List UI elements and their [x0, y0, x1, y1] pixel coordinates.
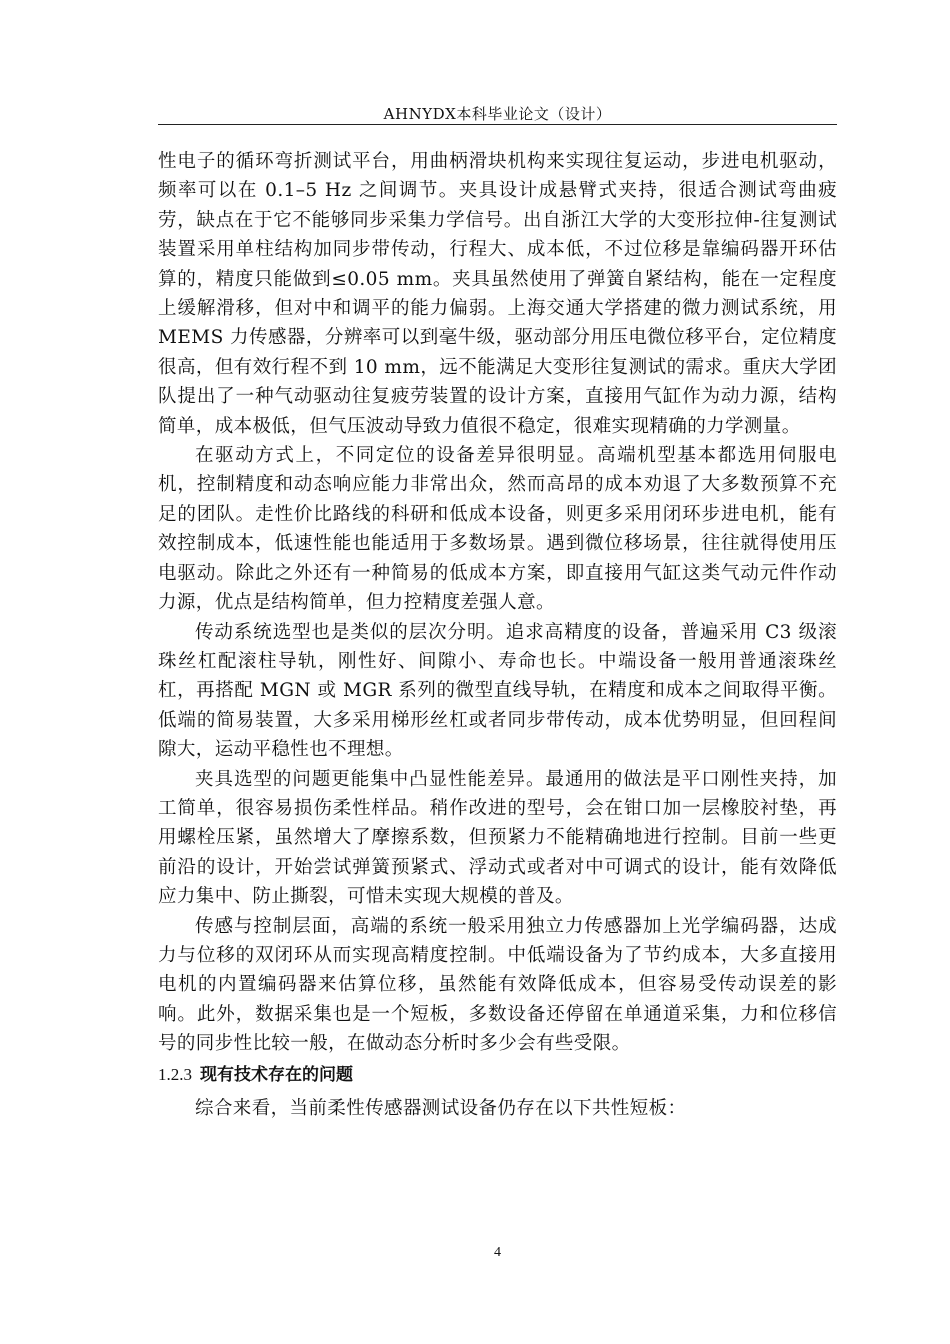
paragraph-drive-methods: 在驱动方式上，不同定位的设备差异很明显。高端机型基本都选用伺服电机，控制精度和动态响应能力非常出众，然而高昂的成本劝退了大多数预算不充足的团队。走性价比路线的科研和低成本设备，则更多采用闭环步进电机，能有效控制成本，低速性能也能适用于多数场景。遇到微位移场景，往往就得使用压电驱动。除此之外还有一种简易的低成本方案，即直接用气缸这类气动元件作动力源，优点是结构简单，但力控精度差强人意。 [158, 445, 837, 614]
page-header: AHNYDX本科毕业论文（设计） [383, 105, 612, 123]
header-divider [158, 124, 837, 125]
body-text [158, 147, 837, 1123]
section-heading [158, 1059, 837, 1094]
section-intro-paragraph: 综合来看，当前柔性传感器测试设备仍存在以下共性短板： [195, 1097, 687, 1119]
paragraph-transmission: 传动系统选型也是类似的层次分明。追求高精度的设备，普遍采用 C3 级滚珠丝杠配滚柱导轨，刚性好、间隙小、寿命也长。中端设备一般用普通滚珠丝杠，再搭配 MGN 或 MGR 系列的微型直线导轨，在精度和成本之间取得平衡。低端的简易装置，大多采用梯形丝杠或者同步带传动，成本优势明显，但回程间隙大，运动平稳性也不理想。 [158, 621, 837, 761]
page-number: 4 [494, 1245, 501, 1260]
section-title: 现有技术存在的问题 [200, 1064, 353, 1085]
paragraph-fixtures: 夹具选型的问题更能集中凸显性能差异。最通用的做法是平口刚性夹持，加工简单，很容易损伤柔性样品。稍作改进的型号，会在钳口加一层橡胶衬垫，再用螺栓压紧，虽然增大了摩擦系数，但预紧力不能精确地进行控制。目前一些更前沿的设计，开始尝试弹簧预紧式、浮动式或者对中可调式的设计，能有效降低应力集中、防止撕裂，可惜未实现大规模的普及。 [158, 768, 837, 908]
paragraph-continuation: 性电子的循环弯折测试平台，用曲柄滑块机构来实现往复运动，步进电机驱动，频率可以在 0.1–5 Hz 之间调节。夹具设计成悬臂式夹持，很适合测试弯曲疲劳，缺点在于它不能够同步采集力学信号。出自浙江大学的大变形拉伸-往复测试装置采用单柱结构加同步带传动，行程大、成本低，不过位移是靠编码器开环估算的，精度只能做到≤0.05 mm。夹具虽然使用了弹簧自紧结构，能在一定程度上缓解滑移，但对中和调平的能力偏弱。上海交通大学搭建的微力测试系统，用 MEMS 力传感器，分辨率可以到毫牛级，驱动部分用压电微位移平台，定位精度很高，但有效行程不到 10 mm，远不能满足大变形往复测试的需求。重庆大学团队提出了一种气动驱动往复疲劳装置的设计方案，直接用气缸作为动力源，结构简单，成本极低，但气压波动导致力值很不稳定，很难实现精确的力学测量。 [158, 151, 837, 437]
section-number: 1.2.3 [158, 1064, 192, 1084]
paragraph-sensing-control: 传感与控制层面，高端的系统一般采用独立力传感器加上光学编码器，达成力与位移的双闭环从而实现高精度控制。中低端设备为了节约成本，大多直接用电机的内置编码器来估算位移，虽然能有效降低成本，但容易受传动误差的影响。此外，数据采集也是一个短板，多数设备还停留在单通道采集，力和位移信号的同步性比较一般，在做动态分析时多少会有些受限。 [158, 915, 837, 1055]
